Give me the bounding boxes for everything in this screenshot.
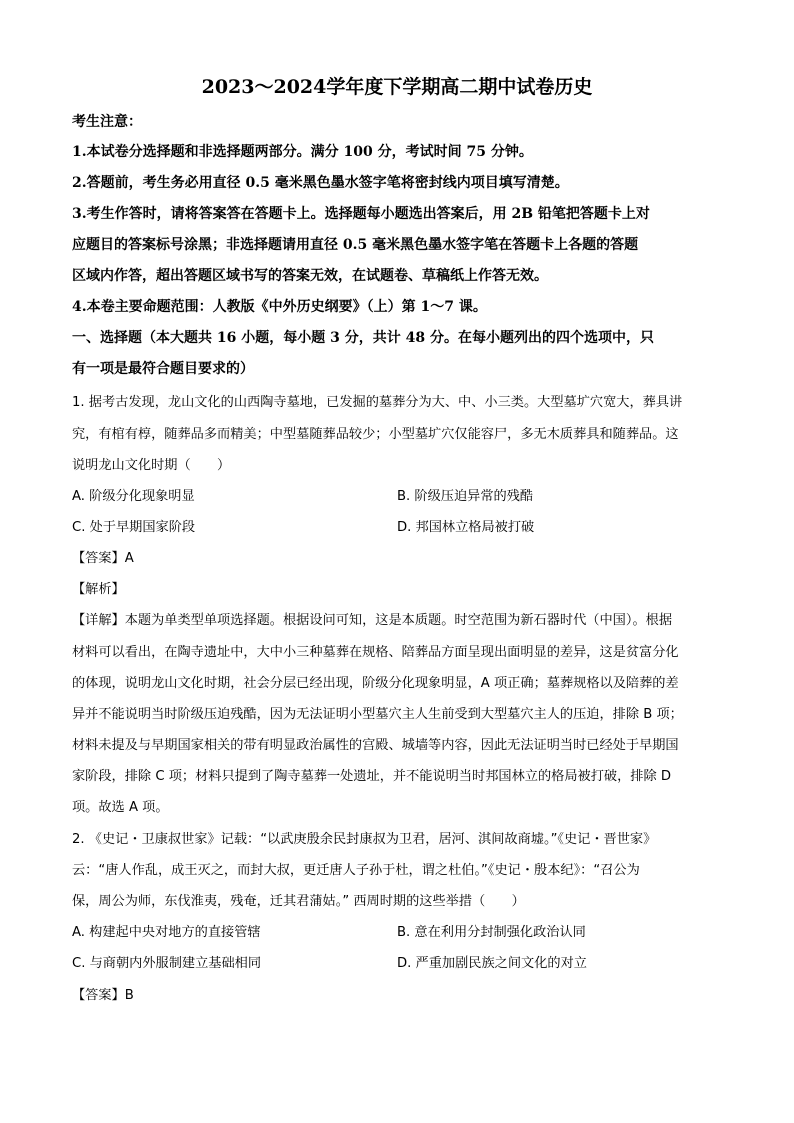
question-1-stem: 说明龙山文化时期（ ） (72, 458, 231, 473)
question-2-stem: 保，周公为师，东伐淮夷，残奄，迁其君蒲姑。” 西周时期的这些举措（ ） (72, 894, 525, 909)
section-heading: 一、选择题（本大题共 16 小题，每小题 3 分，共计 48 分。在每小题列出的四个选项中，只 (72, 330, 654, 346)
question-1-detail: 【详解】本题为单类型单项选择题。根据设问可知，这是本质题。时空范围为新石器时代（中国）。根据 (72, 613, 673, 628)
notice-line: 4.本卷主要命题范围：人教版《中外历史纲要》（上）第 1～7 课。 (72, 299, 487, 315)
notice-line: 区域内作答，超出答题区域书写的答案无效，在试题卷、草稿纸上作答无效。 (72, 268, 548, 284)
question-2-stem: 云：“唐人作乱，成王灭之，而封大叔，更迁唐人子孙于杜，谓之杜伯。”《史记・殷本纪》：“召公为 (72, 863, 640, 878)
question-1-detail: 异并不能说明当时阶级压迫残酷，因为无法证明小型墓穴主人生前受到大型墓穴主人的压迫，排除 B 项； (72, 707, 683, 722)
question-1-analysis-label: 【解析】 (72, 582, 125, 597)
question-1-stem: 1. 据考古发现，龙山文化的山西陶寺墓地，已发掘的墓葬分为大、中、小三类。大型墓圹穴宽大，葬具讲 (72, 395, 683, 410)
question-1-detail: 的体现，说明龙山文化时期，社会分层已经出现，阶级分化现象明显，A 项正确；墓葬规格以及陪葬的差 (72, 676, 679, 691)
question-1-detail: 项。故选 A 项。 (72, 800, 169, 815)
question-1-option-c: C. 处于早期国家阶段 (72, 520, 196, 535)
question-1-option-a: A. 阶级分化现象明显 (72, 489, 195, 504)
question-1-detail: 材料未提及与早期国家相关的带有明显政治属性的宫殿、城墙等内容，因此无法证明当时已经处于早期国 (72, 738, 679, 753)
notice-line: 1.本试卷分选择题和非选择题两部分。满分 100 分，考试时间 75 分钟。 (72, 144, 533, 160)
question-1-option-d: D. 邦国林立格局被打破 (397, 520, 535, 535)
notice-line: 3.考生作答时，请将答案答在答题卡上。选择题每小题选出答案后，用 2B 铅笔把答题卡上对 (72, 206, 650, 222)
question-2-option-a: A. 构建起中央对地方的直接管辖 (72, 925, 261, 940)
section-heading: 有一项是最符合题目要求的） (72, 361, 254, 377)
question-1-answer: 【答案】A (72, 551, 134, 566)
question-2-option-b: B. 意在利用分封制强化政治认同 (397, 925, 586, 940)
question-2-stem: 2. 《史记・卫康叔世家》记载：“以武庚殷余民封康叔为卫君，居河、淇间故商墟。”《史记・晋世家》 (72, 832, 657, 847)
question-1-detail: 家阶段，排除 C 项；材料只提到了陶寺墓葬一处遗址，并不能说明当时邦国林立的格局被打破，排除 D (72, 769, 671, 784)
question-1-detail: 材料可以看出，在陶寺遗址中，大中小三种墓葬在规格、陪葬品方面呈现出面明显的差异，这是贫富分化 (72, 645, 679, 660)
notice-line: 应题目的答案标号涂黑；非选择题请用直径 0.5 毫米黑色墨水签字笔在答题卡上各题的答题 (72, 237, 639, 253)
question-2-option-c: C. 与商朝内外服制建立基础相同 (72, 956, 262, 971)
notice-line: 2.答题前，考生务必用直径 0.5 毫米黑色墨水签字笔将密封线内项目填写清楚。 (72, 175, 569, 191)
question-1-stem: 究，有棺有椁，随葬品多而精美；中型墓随葬品较少；小型墓圹穴仅能容尸，多无木质葬具和随葬品。这 (72, 427, 679, 442)
page-title: 2023～2024学年度下学期高二期中试卷历史 (201, 76, 593, 98)
notice-heading: 考生注意： (72, 114, 142, 130)
question-1-option-b: B. 阶级压迫异常的残酷 (397, 489, 534, 504)
question-2-option-d: D. 严重加剧民族之间文化的对立 (397, 956, 587, 971)
question-2-answer: 【答案】B (72, 988, 134, 1003)
